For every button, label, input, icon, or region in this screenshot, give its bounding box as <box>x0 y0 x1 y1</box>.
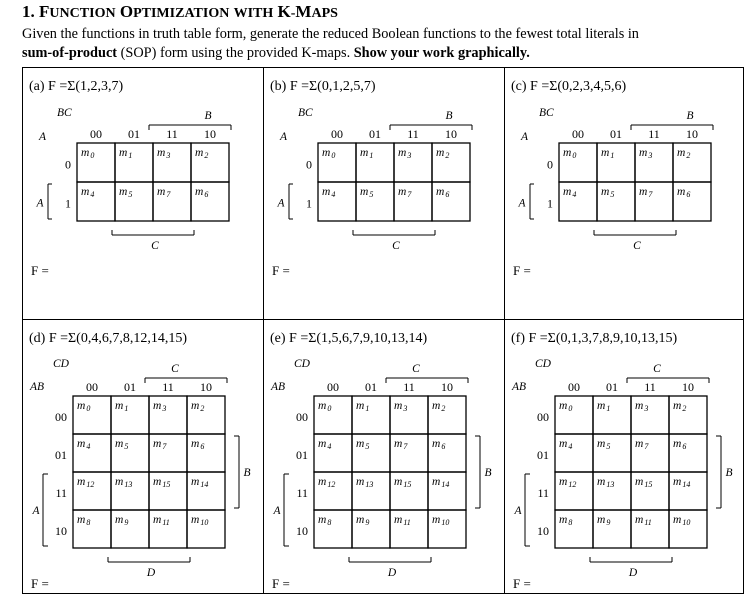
top-bracket-label: B <box>204 110 212 122</box>
minterm-m8: m8 <box>318 514 332 527</box>
col-code-10: 10 <box>686 127 698 141</box>
col-code-10: 10 <box>682 380 694 394</box>
minterm-m7: m7 <box>153 438 167 451</box>
col-code-11: 11 <box>162 380 174 394</box>
map-title: (c) F =Σ(0,2,3,4,5,6) <box>511 79 627 94</box>
minterm-m7: m7 <box>398 186 412 199</box>
col-code-01: 01 <box>128 127 140 141</box>
minterm-m9: m9 <box>115 514 129 527</box>
col-code-01: 01 <box>369 127 381 141</box>
col-code-11: 11 <box>403 380 415 394</box>
minterm-m4: m4 <box>77 438 91 451</box>
minterm-m15: m15 <box>394 476 412 489</box>
problem-title: FUNCTION OPTIMIZATION WITH K-MAPS <box>39 2 338 21</box>
row-code-11: 11 <box>296 486 308 500</box>
minterm-m10: m10 <box>432 514 450 527</box>
answer-label: F = <box>272 263 290 278</box>
col-code-10: 10 <box>204 127 216 141</box>
minterm-m15: m15 <box>153 476 171 489</box>
corner-col-vars: BC <box>298 107 313 119</box>
minterm-m1: m1 <box>119 147 133 160</box>
corner-col-vars: CD <box>535 358 551 370</box>
minterm-m5: m5 <box>601 186 615 199</box>
row-code-1: 1 <box>306 196 312 211</box>
bottom-bracket-label: D <box>387 567 397 579</box>
col-code-10: 10 <box>200 380 212 394</box>
minterm-m2: m2 <box>432 400 446 413</box>
kmap-b <box>264 68 504 319</box>
col-code-01: 01 <box>124 380 136 394</box>
answer-label: F = <box>272 576 290 591</box>
problem-heading <box>22 2 338 22</box>
minterm-m9: m9 <box>597 514 611 527</box>
col-code-11: 11 <box>166 127 178 141</box>
corner-row-vars: AB <box>30 381 45 393</box>
row-code-10: 10 <box>537 524 549 538</box>
col-code-10: 10 <box>445 127 457 141</box>
kmap-panel-a <box>22 67 264 320</box>
row-code-0: 0 <box>65 157 71 172</box>
col-code-00: 00 <box>327 380 339 394</box>
answer-label: F = <box>31 576 49 591</box>
minterm-m5: m5 <box>115 438 129 451</box>
minterm-m6: m6 <box>432 438 446 451</box>
kmap-panel-e <box>263 319 505 594</box>
minterm-m15: m15 <box>635 476 653 489</box>
instructions-bold-sop: sum-of-product <box>22 45 118 61</box>
top-bracket-label: C <box>653 363 661 375</box>
minterm-m0: m0 <box>563 147 577 160</box>
instructions-middle: (SOP) form using the provided K-maps. <box>117 45 354 61</box>
minterm-m2: m2 <box>191 400 205 413</box>
bottom-bracket-label: C <box>151 240 159 252</box>
left-bracket-label: A <box>514 505 522 517</box>
row-code-1: 1 <box>65 196 71 211</box>
minterm-m10: m10 <box>191 514 209 527</box>
minterm-m3: m3 <box>157 147 171 160</box>
corner-row-vars: AB <box>512 381 527 393</box>
corner-row-vars: AB <box>271 381 286 393</box>
minterm-m2: m2 <box>673 400 687 413</box>
left-bracket-label: A <box>36 197 44 210</box>
minterm-m1: m1 <box>601 147 615 160</box>
minterm-m11: m11 <box>635 514 652 527</box>
kmap-panel-c <box>504 67 744 320</box>
minterm-m12: m12 <box>559 476 577 489</box>
col-code-01: 01 <box>610 127 622 141</box>
minterm-m6: m6 <box>677 186 691 199</box>
minterm-m0: m0 <box>318 400 332 413</box>
minterm-m1: m1 <box>597 400 611 413</box>
minterm-m5: m5 <box>360 186 374 199</box>
minterm-m1: m1 <box>115 400 129 413</box>
minterm-m12: m12 <box>77 476 95 489</box>
minterm-m0: m0 <box>322 147 336 160</box>
right-bracket-label: B <box>243 467 251 479</box>
minterm-m12: m12 <box>318 476 336 489</box>
minterm-m2: m2 <box>436 147 450 160</box>
row-code-01: 01 <box>296 448 308 462</box>
minterm-m11: m11 <box>394 514 411 527</box>
minterm-m7: m7 <box>157 186 171 199</box>
instructions-bold-show-work: Show your work graphically. <box>353 45 530 61</box>
left-bracket-label: A <box>32 505 40 517</box>
minterm-m8: m8 <box>77 514 91 527</box>
map-title: (a) F =Σ(1,2,3,7) <box>29 79 124 94</box>
top-bracket-label: B <box>686 110 694 122</box>
minterm-m13: m13 <box>597 476 615 489</box>
row-code-10: 10 <box>55 524 67 538</box>
answer-label: F = <box>31 263 49 278</box>
kmap-panel-b <box>263 67 505 320</box>
row-code-00: 00 <box>55 410 67 424</box>
minterm-m4: m4 <box>559 438 573 451</box>
row-code-11: 11 <box>537 486 549 500</box>
minterm-m4: m4 <box>322 186 336 199</box>
kmap-d <box>23 320 263 593</box>
col-code-00: 00 <box>568 380 580 394</box>
minterm-m14: m14 <box>191 476 209 489</box>
minterm-m7: m7 <box>635 438 649 451</box>
col-code-11: 11 <box>407 127 419 141</box>
kmap-e <box>264 320 504 593</box>
minterm-m2: m2 <box>677 147 691 160</box>
row-code-00: 00 <box>537 410 549 424</box>
left-bracket-label: A <box>273 505 281 517</box>
col-code-00: 00 <box>90 127 102 141</box>
top-bracket-label: C <box>412 363 420 375</box>
instructions-line-1: Given the functions in truth table form, generate the reduced Boolean functions to the fewest total literals in <box>22 26 639 42</box>
minterm-m0: m0 <box>77 400 91 413</box>
row-code-0: 0 <box>306 157 312 172</box>
right-bracket-label: B <box>725 467 733 479</box>
map-title: (b) F =Σ(0,1,2,5,7) <box>270 79 376 94</box>
corner-col-vars: CD <box>294 358 310 370</box>
col-code-01: 01 <box>365 380 377 394</box>
instructions-line-2 <box>22 45 530 62</box>
minterm-m3: m3 <box>153 400 167 413</box>
kmap-panel-f <box>504 319 744 594</box>
minterm-m14: m14 <box>673 476 691 489</box>
corner-row-var: A <box>280 131 288 143</box>
minterm-m5: m5 <box>119 186 133 199</box>
col-code-11: 11 <box>644 380 656 394</box>
col-code-10: 10 <box>441 380 453 394</box>
left-bracket-label: A <box>518 197 526 210</box>
bottom-bracket-label: D <box>628 567 638 579</box>
minterm-m3: m3 <box>398 147 412 160</box>
corner-row-var: A <box>39 131 47 143</box>
col-code-01: 01 <box>606 380 618 394</box>
minterm-m10: m10 <box>673 514 691 527</box>
answer-label: F = <box>513 576 531 591</box>
row-code-11: 11 <box>55 486 67 500</box>
minterm-m0: m0 <box>559 400 573 413</box>
map-title: (d) F =Σ(0,4,6,7,8,12,14,15) <box>29 331 187 346</box>
top-bracket-label: B <box>445 110 453 122</box>
kmap-panel-d <box>22 319 264 594</box>
col-code-00: 00 <box>86 380 98 394</box>
kmap-f <box>505 320 743 593</box>
minterm-m9: m9 <box>356 514 370 527</box>
minterm-m13: m13 <box>356 476 374 489</box>
map-title: (f) F =Σ(0,1,3,7,8,9,10,13,15) <box>511 331 678 346</box>
minterm-m5: m5 <box>597 438 611 451</box>
minterm-m1: m1 <box>356 400 370 413</box>
map-title: (e) F =Σ(1,5,6,7,9,10,13,14) <box>270 331 428 346</box>
minterm-m3: m3 <box>635 400 649 413</box>
row-code-1: 1 <box>547 196 553 211</box>
minterm-m7: m7 <box>394 438 408 451</box>
answer-label: F = <box>513 263 531 278</box>
problem-number: 1. <box>22 2 35 21</box>
minterm-m4: m4 <box>318 438 332 451</box>
row-code-01: 01 <box>537 448 549 462</box>
corner-col-vars: BC <box>539 107 554 119</box>
minterm-m6: m6 <box>436 186 450 199</box>
minterm-m4: m4 <box>81 186 95 199</box>
corner-col-vars: CD <box>53 358 69 370</box>
minterm-m2: m2 <box>195 147 209 160</box>
minterm-m3: m3 <box>639 147 653 160</box>
minterm-m5: m5 <box>356 438 370 451</box>
minterm-m6: m6 <box>673 438 687 451</box>
kmap-a <box>23 68 263 319</box>
row-code-00: 00 <box>296 410 308 424</box>
right-bracket-label: B <box>484 467 492 479</box>
top-bracket-label: C <box>171 363 179 375</box>
minterm-m11: m11 <box>153 514 170 527</box>
kmap-c <box>505 68 743 319</box>
bottom-bracket-label: C <box>633 240 641 252</box>
minterm-m6: m6 <box>191 438 205 451</box>
bottom-bracket-label: C <box>392 240 400 252</box>
minterm-m13: m13 <box>115 476 133 489</box>
corner-row-var: A <box>521 131 529 143</box>
minterm-m0: m0 <box>81 147 95 160</box>
minterm-m1: m1 <box>360 147 374 160</box>
bottom-bracket-label: D <box>146 567 156 579</box>
minterm-m8: m8 <box>559 514 573 527</box>
corner-col-vars: BC <box>57 107 72 119</box>
col-code-00: 00 <box>331 127 343 141</box>
minterm-m3: m3 <box>394 400 408 413</box>
row-code-0: 0 <box>547 157 553 172</box>
minterm-m14: m14 <box>432 476 450 489</box>
minterm-m7: m7 <box>639 186 653 199</box>
minterm-m4: m4 <box>563 186 577 199</box>
minterm-m6: m6 <box>195 186 209 199</box>
col-code-00: 00 <box>572 127 584 141</box>
row-code-10: 10 <box>296 524 308 538</box>
col-code-11: 11 <box>648 127 660 141</box>
left-bracket-label: A <box>277 197 285 210</box>
row-code-01: 01 <box>55 448 67 462</box>
